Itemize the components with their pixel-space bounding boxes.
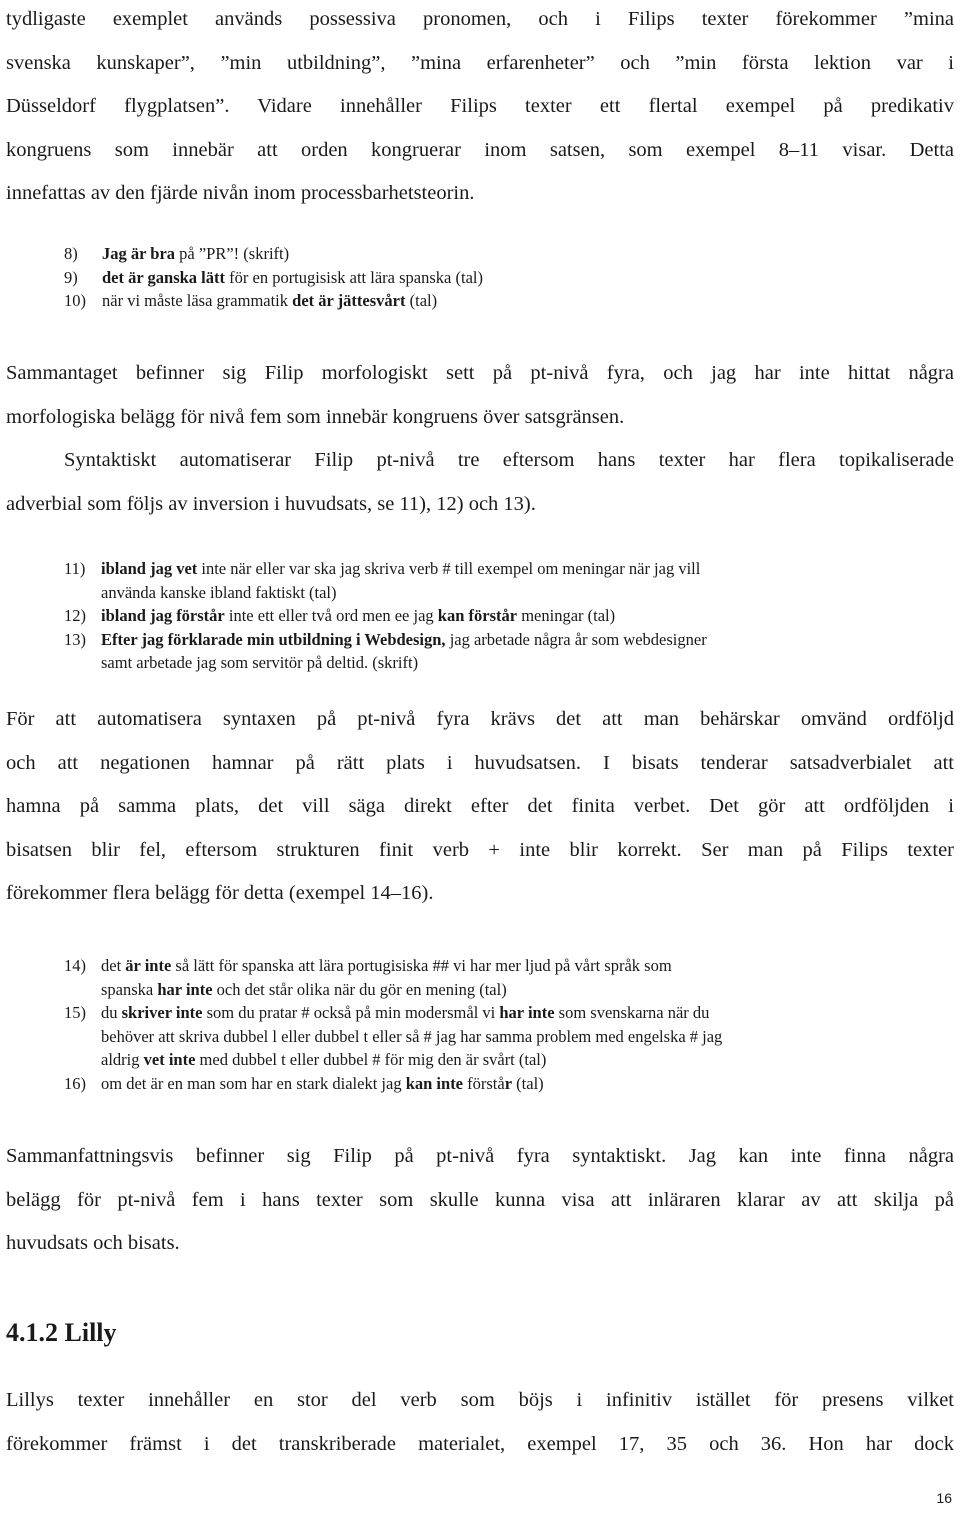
example-text: jag arbetade några år som webdesigner	[445, 629, 707, 649]
text-line: bisatsen blir fel, eftersom strukturen finit verb + inte blir korrekt. Ser man på Filips texter	[6, 838, 954, 861]
example-bold: kan förstår	[437, 606, 518, 625]
example-bold: är inte	[125, 956, 172, 975]
text-line: förekommer flera belägg för detta (exempel 14–16).	[6, 882, 434, 904]
example-bold: r	[504, 1073, 513, 1093]
example-text: meningar (tal)	[517, 606, 616, 625]
example-text: inte när eller var ska jag skriva verb # till exempel om meningar när jag vill	[197, 559, 701, 578]
text-line: Sammanfattningsvis befinner sig Filip på pt-nivå fyra syntaktiskt. Jag kan inte finna några	[6, 1145, 954, 1167]
text-line: Sammantaget befinner sig Filip morfologiskt sett på pt-nivå fyra, och jag har inte hittat några	[6, 362, 954, 384]
example-bold: det är ganska lätt	[102, 267, 225, 287]
text-line: svenska kunskaper”, ”min utbildning”, ”mina erfarenheter” och ”min första lektion var i	[6, 51, 954, 74]
example-text: som du pratar # också på min modersmål vi	[202, 1003, 500, 1022]
text-line: hamna på samma plats, det vill säga direkt efter det finita verbet. Det gör att ordföljden i	[6, 795, 954, 817]
paragraph-syntax-automation	[6, 698, 954, 916]
example-number: 14)	[64, 956, 86, 975]
example-text: om det är en man som har en stark dialekt jag	[101, 1073, 406, 1093]
example-15	[64, 1001, 914, 1072]
paragraph-summary-morphology	[6, 352, 954, 526]
example-text: förstå	[463, 1073, 505, 1093]
example-text: spanska	[101, 979, 158, 999]
example-text: och det står olika när du gör en mening (tal)	[212, 979, 507, 999]
text-line: För att automatisera syntaxen på pt-nivå fyra krävs det att man behärskar omvänd ordföljd	[6, 708, 954, 730]
example-bold: har inte	[499, 1003, 555, 1022]
text-line: belägg för pt-nivå fem i hans texter som skulle kunna visa att inläraren klarar av att skilja på	[6, 1188, 954, 1211]
example-text: inte ett eller två ord men ee jag	[224, 606, 438, 625]
example-text: med dubbel t eller dubbel # för mig den är svårt (tal)	[195, 1050, 547, 1069]
example-number: 15)	[64, 1003, 86, 1022]
example-bold: Jag är bra	[102, 244, 176, 263]
example-number: 10)	[64, 291, 86, 310]
page-number: 16	[936, 1490, 952, 1506]
example-9	[64, 266, 914, 290]
example-text: (tal)	[405, 291, 438, 310]
example-number: 11)	[64, 559, 86, 578]
example-list-8-10	[64, 242, 914, 313]
example-text: du	[101, 1003, 122, 1022]
example-text: behöver att skriva dubbel l eller dubbel t eller så # jag har samma problem med engelska # jag	[101, 1026, 723, 1046]
example-number: 8)	[64, 244, 78, 263]
example-text: aldrig	[101, 1050, 144, 1069]
example-text: samt arbetade jag som servitör på deltid. (skrift)	[101, 653, 419, 672]
example-13	[64, 628, 914, 675]
example-list-11-13	[64, 557, 914, 675]
section-heading: 4.1.2 Lilly	[6, 1318, 117, 1347]
text-line: tydligaste exemplet används possessiva pronomen, och i Filips texter förekommer ”mina	[6, 8, 954, 30]
text-line: adverbial som följs av inversion i huvudsats, se 11), 12) och 13).	[6, 492, 536, 515]
text-line: förekommer främst i det transkriberade materialet, exempel 17, 35 och 36. Hon har dock	[6, 1432, 954, 1455]
text-line: Düsseldorf flygplatsen”. Vidare innehåller Filips texter ett flertal exempel på predikativ	[6, 95, 954, 117]
example-11	[64, 557, 914, 604]
example-list-14-16	[64, 954, 914, 1095]
example-number: 13)	[64, 629, 86, 649]
paragraph-lilly	[6, 1379, 954, 1466]
text-line: Lillys texter innehåller en stor del verb som böjs i infinitiv istället för presens vilket	[6, 1389, 954, 1411]
paragraph-summary-syntax	[6, 1135, 954, 1266]
example-text: när vi måste läsa grammatik	[102, 291, 293, 310]
example-text: för en portugisisk att lära spanska (tal)	[225, 267, 483, 287]
example-bold: ibland jag vet	[101, 559, 198, 578]
example-bold: Efter jag förklarade min utbildning i Webdesign,	[101, 629, 446, 649]
example-bold: kan inte	[405, 1073, 464, 1093]
example-number: 12)	[64, 606, 86, 625]
text-line: Syntaktiskt automatiserar Filip pt-nivå tre eftersom hans texter har flera topikaliserade	[64, 449, 954, 471]
example-text: (tal)	[512, 1073, 544, 1093]
text-line: och att negationen hamnar på rätt plats i huvudsatsen. I bisats tenderar satsadverbialet att	[6, 751, 954, 774]
text-line: huvudsats och bisats.	[6, 1232, 180, 1254]
example-16	[64, 1072, 914, 1096]
example-text: använda kanske ibland faktiskt (tal)	[101, 582, 337, 602]
text-line: kongruens som innebär att orden kongruerar inom satsen, som exempel 8–11 visar. Detta	[6, 138, 954, 161]
paragraph-possessive-pronouns	[6, 0, 954, 216]
example-12	[64, 604, 914, 628]
example-text: på ”PR”! (skrift)	[175, 244, 290, 263]
example-text: som svenskarna när du	[554, 1003, 710, 1022]
example-bold: skriver inte	[121, 1003, 203, 1022]
example-text: det	[101, 956, 126, 975]
example-bold: har inte	[157, 979, 213, 999]
example-10	[64, 289, 914, 313]
example-14	[64, 954, 914, 1001]
example-8	[64, 242, 914, 266]
example-text: så lätt för spanska att lära portugisiska ## vi har mer ljud på vårt språk som	[171, 956, 672, 975]
example-bold: det är jättesvårt	[292, 291, 406, 310]
example-number: 16)	[64, 1073, 86, 1093]
example-bold: ibland jag förstår	[101, 606, 225, 625]
example-number: 9)	[64, 267, 78, 287]
text-line: morfologiska belägg för nivå fem som innebär kongruens över satsgränsen.	[6, 405, 625, 428]
example-bold: vet inte	[143, 1050, 196, 1069]
text-line: innefattas av den fjärde nivån inom processbarhetsteorin.	[6, 182, 475, 204]
